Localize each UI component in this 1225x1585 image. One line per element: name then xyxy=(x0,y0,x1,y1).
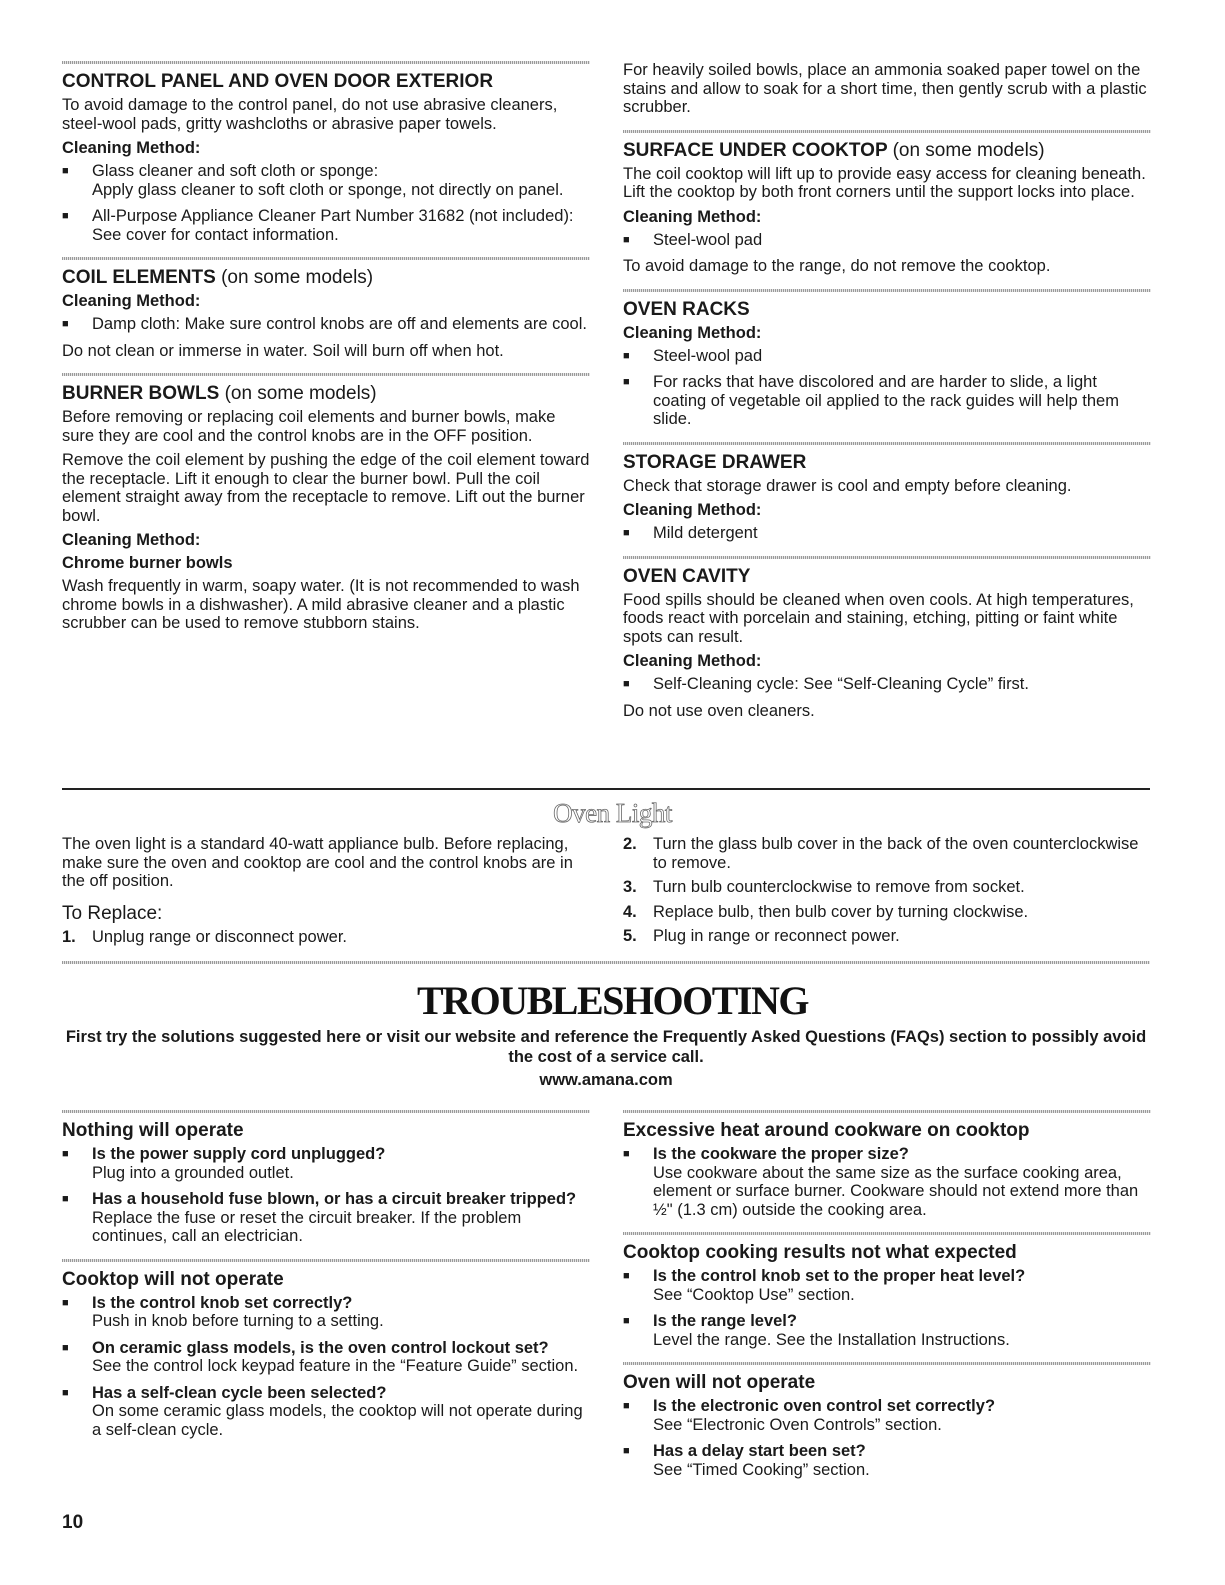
answer: See “Timed Cooking” section. xyxy=(653,1460,870,1479)
control-panel-section xyxy=(62,61,590,244)
question: On ceramic glass models, is the oven control lockout set? xyxy=(92,1338,549,1357)
bullet-icon: ■ xyxy=(62,210,69,222)
question: Has a household fuse blown, or has a circuit breaker tripped? xyxy=(92,1190,577,1208)
list-item xyxy=(62,1339,590,1376)
problem-title: Oven will not operate xyxy=(623,1372,816,1393)
list-item xyxy=(623,373,1151,429)
section-text: Food spills should be cleaned when oven cools. At high temperatures, foods react with porcelain and staining, etching, pitting or faint white spots can result. xyxy=(623,590,1134,646)
section-divider xyxy=(623,289,1151,292)
question: Is the power supply cord unplugged? xyxy=(92,1145,386,1163)
list-item xyxy=(62,1190,590,1246)
list-item xyxy=(62,1294,590,1331)
step-item xyxy=(62,928,590,947)
question: Is the control knob set to the proper heat level? xyxy=(653,1267,1026,1285)
list-item xyxy=(623,1442,1151,1479)
answer: Replace the fuse or reset the circuit breaker. If the problem continues, call an electrician. xyxy=(92,1208,522,1245)
left-top-column xyxy=(62,61,590,646)
section-divider xyxy=(62,61,590,64)
problem-title: Cooktop cooking results not what expected xyxy=(623,1242,1017,1263)
list-item xyxy=(623,347,1151,366)
list-item xyxy=(62,1145,590,1182)
step-number: 4. xyxy=(623,902,637,921)
cleaning-method-label: Cleaning Method: xyxy=(62,139,201,157)
bullet-icon: ■ xyxy=(623,376,630,388)
website-link[interactable]: www.amana.com xyxy=(539,1071,673,1089)
step-number: 3. xyxy=(623,878,637,896)
list-item xyxy=(623,231,1151,250)
bullet-icon: ■ xyxy=(62,1296,69,1309)
list-item xyxy=(623,1267,1151,1304)
item-text: Steel-wool pad xyxy=(653,346,763,365)
question: Has a self-clean cycle been selected? xyxy=(92,1383,387,1402)
cleaning-method-label: Cleaning Method: xyxy=(623,323,762,342)
step-number: 5. xyxy=(623,927,637,945)
page-number: 10 xyxy=(62,1512,84,1533)
list-item xyxy=(62,207,590,244)
section-title: BURNER BOWLS (on some models) xyxy=(62,383,377,404)
bullet-icon: ■ xyxy=(62,1193,69,1205)
item-detail: Apply glass cleaner to soft cloth or sponge, not directly on panel. xyxy=(92,180,564,199)
section-title: STORAGE DRAWER xyxy=(623,451,807,473)
right-top-column xyxy=(623,61,1151,733)
troubleshooting-right xyxy=(623,1110,1151,1492)
step-number: 2. xyxy=(623,835,637,853)
list-item xyxy=(623,524,1151,543)
bullet-icon: ■ xyxy=(623,1148,630,1160)
bullet-icon: ■ xyxy=(62,318,69,330)
problem-section xyxy=(62,1110,590,1246)
section-text: To avoid damage to the control panel, do not use abrasive cleaners, steel-wool pads, gritty washcloths or abrasive paper towels. xyxy=(62,96,558,133)
question: Has a delay start been set? xyxy=(653,1442,866,1460)
chrome-bowls-label: Chrome burner bowls xyxy=(62,554,233,572)
bullet-icon: ■ xyxy=(62,165,69,177)
list-item xyxy=(623,1397,1151,1434)
troubleshooting-title: TROUBLESHOOTING xyxy=(417,978,808,1023)
section-divider xyxy=(623,130,1151,133)
burner-bowls-section xyxy=(62,373,590,633)
question: Is the electronic oven control set correctly? xyxy=(653,1397,996,1415)
oven-light-right xyxy=(623,835,1151,952)
section-rule xyxy=(62,788,1150,790)
step-item xyxy=(623,927,1151,946)
section-divider xyxy=(623,1232,1151,1235)
section-text: Check that storage drawer is cool and empty before cleaning. xyxy=(623,476,1072,495)
answer: Level the range. See the Installation Instructions. xyxy=(653,1330,1010,1349)
answer: On some ceramic glass models, the cooktop will not operate during a self-clean cycle. xyxy=(92,1402,583,1439)
step-text: Unplug range or disconnect power. xyxy=(92,927,347,946)
section-note: Do not use oven cleaners. xyxy=(623,701,815,720)
problem-section xyxy=(623,1110,1151,1219)
list-item xyxy=(62,315,590,334)
item-text: For racks that have discolored and are harder to slide, a light coating of vegetable oil applied to the rack guides will help them slide. xyxy=(653,373,1119,428)
coil-elements-section xyxy=(62,257,590,360)
section-text: Remove the coil element by pushing the edge of the coil element toward the receptacle. Lift it enough to clear the burner bowl. Pull the coil element straight away from the receptacle to remove. Lift out the burner bowl. xyxy=(62,451,590,525)
bullet-icon: ■ xyxy=(623,1445,630,1457)
answer: See “Cooktop Use” section. xyxy=(653,1285,855,1304)
section-title: COIL ELEMENTS (on some models) xyxy=(62,267,374,288)
item-detail: See cover for contact information. xyxy=(92,225,339,244)
step-text: Turn the glass bulb cover in the back of the oven counterclockwise to remove. xyxy=(653,835,1139,872)
section-divider xyxy=(62,1259,590,1262)
section-divider xyxy=(62,961,1150,964)
bullet-icon: ■ xyxy=(623,527,630,539)
item-text: All-Purpose Appliance Cleaner Part Number 31682 (not included): xyxy=(92,207,574,225)
section-divider xyxy=(623,556,1151,559)
step-text: Replace bulb, then bulb cover by turning clockwise. xyxy=(653,902,1029,921)
item-text: Steel-wool pad xyxy=(653,230,763,249)
answer: See the control lock keypad feature in the “Feature Guide” section. xyxy=(92,1357,579,1375)
section-divider xyxy=(62,373,590,376)
section-divider xyxy=(62,1110,590,1113)
section-text: Wash frequently in warm, soapy water. (It is not recommended to wash chrome bowls in a dishwasher). A mild abrasive cleaner and a plastic scrubber can be used to remove stubborn stains. xyxy=(62,577,580,632)
section-divider xyxy=(623,1110,1151,1113)
list-item xyxy=(623,1312,1151,1349)
answer: Push in knob before turning to a setting. xyxy=(92,1312,384,1330)
step-text: Turn bulb counterclockwise to remove from socket. xyxy=(653,878,1025,896)
cleaning-method-label: Cleaning Method: xyxy=(62,531,201,549)
section-note: To avoid damage to the range, do not remove the cooktop. xyxy=(623,257,1051,275)
cleaning-method-label: Cleaning Method: xyxy=(62,292,201,310)
section-title: CONTROL PANEL AND OVEN DOOR EXTERIOR xyxy=(62,71,494,92)
item-text: Mild detergent xyxy=(653,524,758,542)
question: Is the control knob set correctly? xyxy=(92,1293,353,1312)
section-text: For heavily soiled bowls, place an ammonia soaked paper towel on the stains and allow to soak for a short time, then gently scrub with a plastic scrubber. xyxy=(623,61,1147,116)
bullet-icon: ■ xyxy=(62,1386,69,1399)
question: Is the range level? xyxy=(653,1312,797,1330)
question: Is the cookware the proper size? xyxy=(653,1145,909,1163)
list-item xyxy=(62,1384,590,1440)
bullet-icon: ■ xyxy=(623,1315,630,1327)
oven-light-left xyxy=(62,835,590,952)
section-title: OVEN RACKS xyxy=(623,298,750,320)
step-text: Plug in range or reconnect power. xyxy=(653,927,900,945)
bullet-icon: ■ xyxy=(623,233,630,246)
bullet-icon: ■ xyxy=(623,1270,630,1282)
step-item xyxy=(623,903,1151,922)
problem-title: Nothing will operate xyxy=(62,1120,244,1141)
step-number: 1. xyxy=(62,927,76,946)
section-divider xyxy=(623,1362,1151,1365)
section-note: Do not clean or immerse in water. Soil will burn off when hot. xyxy=(62,341,504,360)
answer: Use cookware about the same size as the surface cooking area, element or surface burner. Cookware should not extend more than ½" (1.3 cm) outside the cooking area. xyxy=(653,1163,1139,1219)
surface-under-cooktop-section xyxy=(623,130,1151,276)
step-item xyxy=(623,835,1151,872)
bullet-icon: ■ xyxy=(62,1341,69,1354)
section-text: Before removing or replacing coil elements and burner bowls, make sure they are cool and the control knobs are in the OFF position. xyxy=(62,408,556,445)
storage-drawer-section xyxy=(623,442,1151,543)
step-item xyxy=(623,878,1151,897)
problem-section xyxy=(623,1232,1151,1349)
section-divider xyxy=(62,257,590,260)
item-text: Glass cleaner and soft cloth or sponge: xyxy=(92,162,379,180)
list-item xyxy=(623,675,1151,694)
intro-text: First try the solutions suggested here or visit our website and reference the Frequently Asked Questions (FAQs) section to possibly avoid the cost of a service call. xyxy=(65,1028,1147,1066)
problem-title: Cooktop will not operate xyxy=(62,1268,284,1290)
troubleshooting-intro xyxy=(62,1028,1150,1091)
item-text: Damp cloth: Make sure control knobs are off and elements are cool. xyxy=(92,315,587,333)
answer: Plug into a grounded outlet. xyxy=(92,1163,294,1182)
answer: See “Electronic Oven Controls” section. xyxy=(653,1415,942,1434)
cleaning-method-label: Cleaning Method: xyxy=(623,207,762,226)
section-divider xyxy=(623,442,1151,445)
bullet-icon: ■ xyxy=(623,1400,630,1412)
oven-cavity-section xyxy=(623,556,1151,721)
bullet-icon: ■ xyxy=(62,1148,69,1160)
list-item xyxy=(62,162,590,199)
oven-light-title: Oven Light xyxy=(553,798,672,828)
troubleshooting-left xyxy=(62,1110,590,1452)
problem-title: Excessive heat around cookware on cooktop xyxy=(623,1120,1030,1141)
item-text: Self-Cleaning cycle: See “Self-Cleaning Cycle” first. xyxy=(653,675,1029,693)
problem-section xyxy=(62,1259,590,1440)
section-title: OVEN CAVITY xyxy=(623,565,751,587)
cleaning-method-label: Cleaning Method: xyxy=(623,652,762,670)
oven-racks-section xyxy=(623,289,1151,429)
list-item xyxy=(623,1145,1151,1219)
to-replace-heading: To Replace: xyxy=(62,902,163,924)
section-text: The coil cooktop will lift up to provide easy access for cleaning beneath. Lift the cooktop by both front corners until the support locks into place. xyxy=(623,164,1146,201)
bullet-icon: ■ xyxy=(623,678,630,690)
cleaning-method-label: Cleaning Method: xyxy=(623,501,762,519)
section-title: SURFACE UNDER COOKTOP (on some models) xyxy=(623,139,1045,161)
bullet-icon: ■ xyxy=(623,349,630,362)
problem-section xyxy=(623,1362,1151,1479)
oven-light-text: The oven light is a standard 40-watt appliance bulb. Before replacing, make sure the oven and cooktop are cool and the control knobs are in the off position. xyxy=(62,835,573,890)
